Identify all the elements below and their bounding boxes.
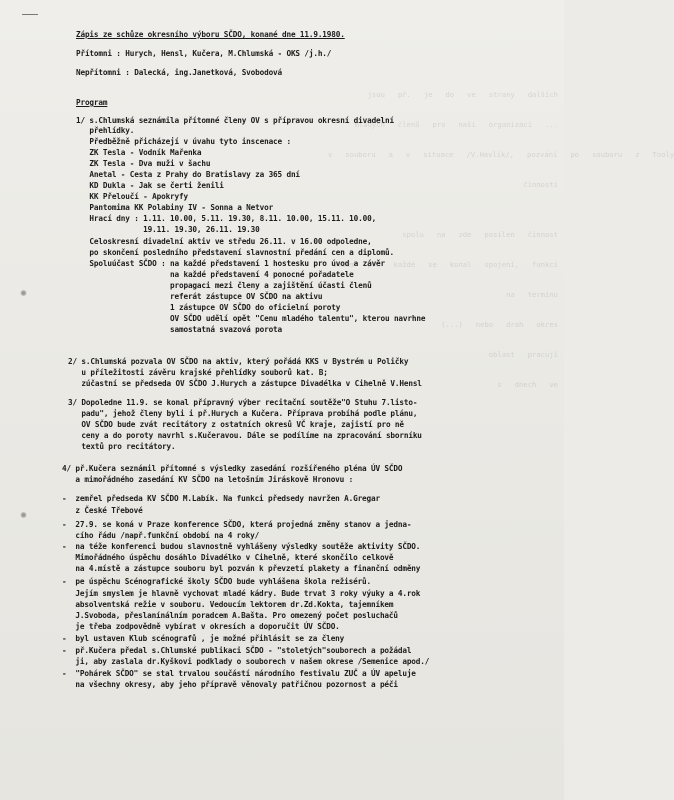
text-line: z České Třebové	[62, 506, 143, 515]
document-title: Zápis ze schůze okresního výboru SČDO, konané dne 11.9.1980.	[76, 30, 345, 39]
text-line: 1 zástupce OV SČDO do oficielní poroty	[76, 303, 341, 312]
text-line: samostatná svazová porota	[76, 325, 283, 334]
text-line: Anetal - Cesta z Prahy do Bratislavy za 365 dní	[76, 170, 300, 179]
punch-hole	[20, 512, 27, 518]
text-line: ji, aby zaslala dr.Kyškovi podklady o souborech v našem okrese /Semenice apod./	[62, 657, 430, 666]
text-line: ZK Tesla - Dva muži v šachu	[76, 159, 211, 168]
program-heading: Program	[76, 98, 108, 107]
absent-line: Nepřítomni : Dalecká, ing.Janetková, Svobodová	[76, 68, 283, 77]
show-through-text: jsou př. je do ve strany dalších mladých členů pro naši organizaci ... v souboru a v situace /V.Havlík/, pozvání po souboru z Tooly činnosti spolu na zde posílen činnost ovšem pro každé se konal spojení, funkci na termínu (...) nebo drah okres oblast pracují s dnech ve	[328, 90, 674, 389]
text-line: 3/ Dopoledne 11.9. se konal přípravný výber recitační soutěže"O Stuhu 7.listo-	[68, 398, 418, 407]
text-line: Pantomima KK Polabiny IV - Sonna a Netvor	[76, 203, 274, 212]
text-line: padu", jehož členy byli i př.Hurych a Kučera. Příprava probíhá podle plánu,	[68, 409, 418, 418]
text-line: je třeba zodpovědně vybírat v okresích a doporučit ÚV SČDO.	[62, 622, 340, 631]
text-line: - 27.9. se koná v Praze konference SČDO, která projedná změny stanov a jedna-	[62, 520, 412, 529]
text-line: Hrací dny : 1.11. 10.00, 5.11. 19.30, 8.11. 10.00, 15.11. 10.00,	[76, 214, 377, 223]
text-line: 19.11. 19.30, 26.11. 19.30	[76, 225, 260, 234]
text-line: absolventská režie v souboru. Vedoucím lektorem dr.Zd.Kokta, tajemníkem	[62, 600, 394, 609]
text-line: na každé představení 4 ponocné pořadatele	[76, 270, 354, 279]
text-line: OV SČDO udělí opět "Cenu mladého talentu", kterou navrhne	[76, 314, 426, 323]
text-line: - př.Kučera předal s.Chlumské publikaci SČDO - "stoletých"souborech a požádal	[62, 646, 412, 655]
punch-hole	[20, 290, 27, 296]
text-line: ceny a do poroty navrhl s.Kučeravou. Dále se podílíme na zpracování sborníku	[68, 431, 422, 440]
text-line: KK Přeloučí - Apokryfy	[76, 192, 188, 201]
text-line: Celoskresní divadelní aktiv ve středu 26.11. v 16.00 odpoledne,	[76, 237, 372, 246]
text-line: ZK Tesla - Vodník Mařenka	[76, 148, 202, 157]
text-line: propagaci mezi členy a zajištění účasti členů	[76, 281, 372, 290]
corner-pen-mark	[22, 14, 38, 15]
text-line: po skončení posledního představení slavnostní předání cen a diplomů.	[76, 248, 394, 257]
text-line: zúčastní se předseda OV SČDO J.Hurych a zástupce Divadélka v Cihelně V.Hensl	[68, 379, 422, 388]
text-line: - "Pohárek SČDO" se stal trvalou součástí národního festivalu ZUČ a ÚV apeluje	[62, 669, 416, 678]
text-line: na všechny okresy, aby jeho přípravě věnovaly patřičnou pozornost a péči	[62, 680, 398, 689]
text-line: Jejím smyslem je hlavně vychovat mladé kádry. Bude trvat 3 roky výuky a 4.rok	[62, 589, 421, 598]
text-line: 1/ s.Chlumská seznámila přítomné členy OV s přípravou okresní divadelní	[76, 116, 394, 125]
text-line: 4/ př.Kučera seznámil přítomné s výsledky zasedání rozšířeného pléna ÚV SČDO	[62, 464, 403, 473]
text-line: cího řádu /např.funkční období na 4 roky/	[62, 531, 260, 540]
text-line: referát zástupce OV SČDO na aktivu	[76, 292, 323, 301]
text-line: - pe úspěchu Scénografické školy SČDO bude vyhlášena škola režisérů.	[62, 577, 372, 586]
text-line: Spoluúčast SČDO : na každé představení 1 hostesku pro úvod a závěr	[76, 259, 386, 268]
text-line: OV SČDO bude zvát recitátory z ostatních okresů VČ kraje, zajistí pro ně	[68, 420, 404, 429]
text-line: - zemřel předseda KV SČDO M.Labík. Na funkci předsedy navržen A.Gregar	[62, 494, 380, 503]
text-line: - na téže konferenci budou slavnostně vyhlášeny výsledky soutěže aktivity SČDO.	[62, 542, 421, 551]
text-line: a mimořádného zasedání KV SČDO na letošním Jiráskově Hronovu :	[62, 475, 354, 484]
text-line: textů pro recitátory.	[68, 442, 176, 451]
text-line: na 4.místě a zástupce souboru byl pozván k převzetí plakety a finanční odměny	[62, 564, 421, 573]
text-line: u příležitosti závěru krajské přehlídky souborů kat. B;	[68, 368, 328, 377]
text-line: přehlídky.	[76, 126, 135, 135]
text-line: Mimořádného úspěchu dosáhlo Divadélko v Cihelně, které skončilo celkově	[62, 553, 394, 562]
text-line: 2/ s.Chlumská pozvala OV SČDO na aktiv, který pořádá KKS v Bystrém u Poličky	[68, 357, 409, 366]
text-line: KD Dukla - Jak se čerti ženili	[76, 181, 224, 190]
present-line: Přítomni : Hurych, Hensl, Kučera, M.Chlumská - OKS /j.h./	[76, 49, 332, 58]
text-line: J.Svoboda, přeslanínálním poradcem A.Bašta. Pro omezený počet posluchačů	[62, 611, 398, 620]
text-line: - byl ustaven Klub scénografů , je možné přihlásit se za členy	[62, 634, 345, 643]
text-line: Předběžně přicházejí v úvahu tyto inscenace :	[76, 137, 291, 146]
